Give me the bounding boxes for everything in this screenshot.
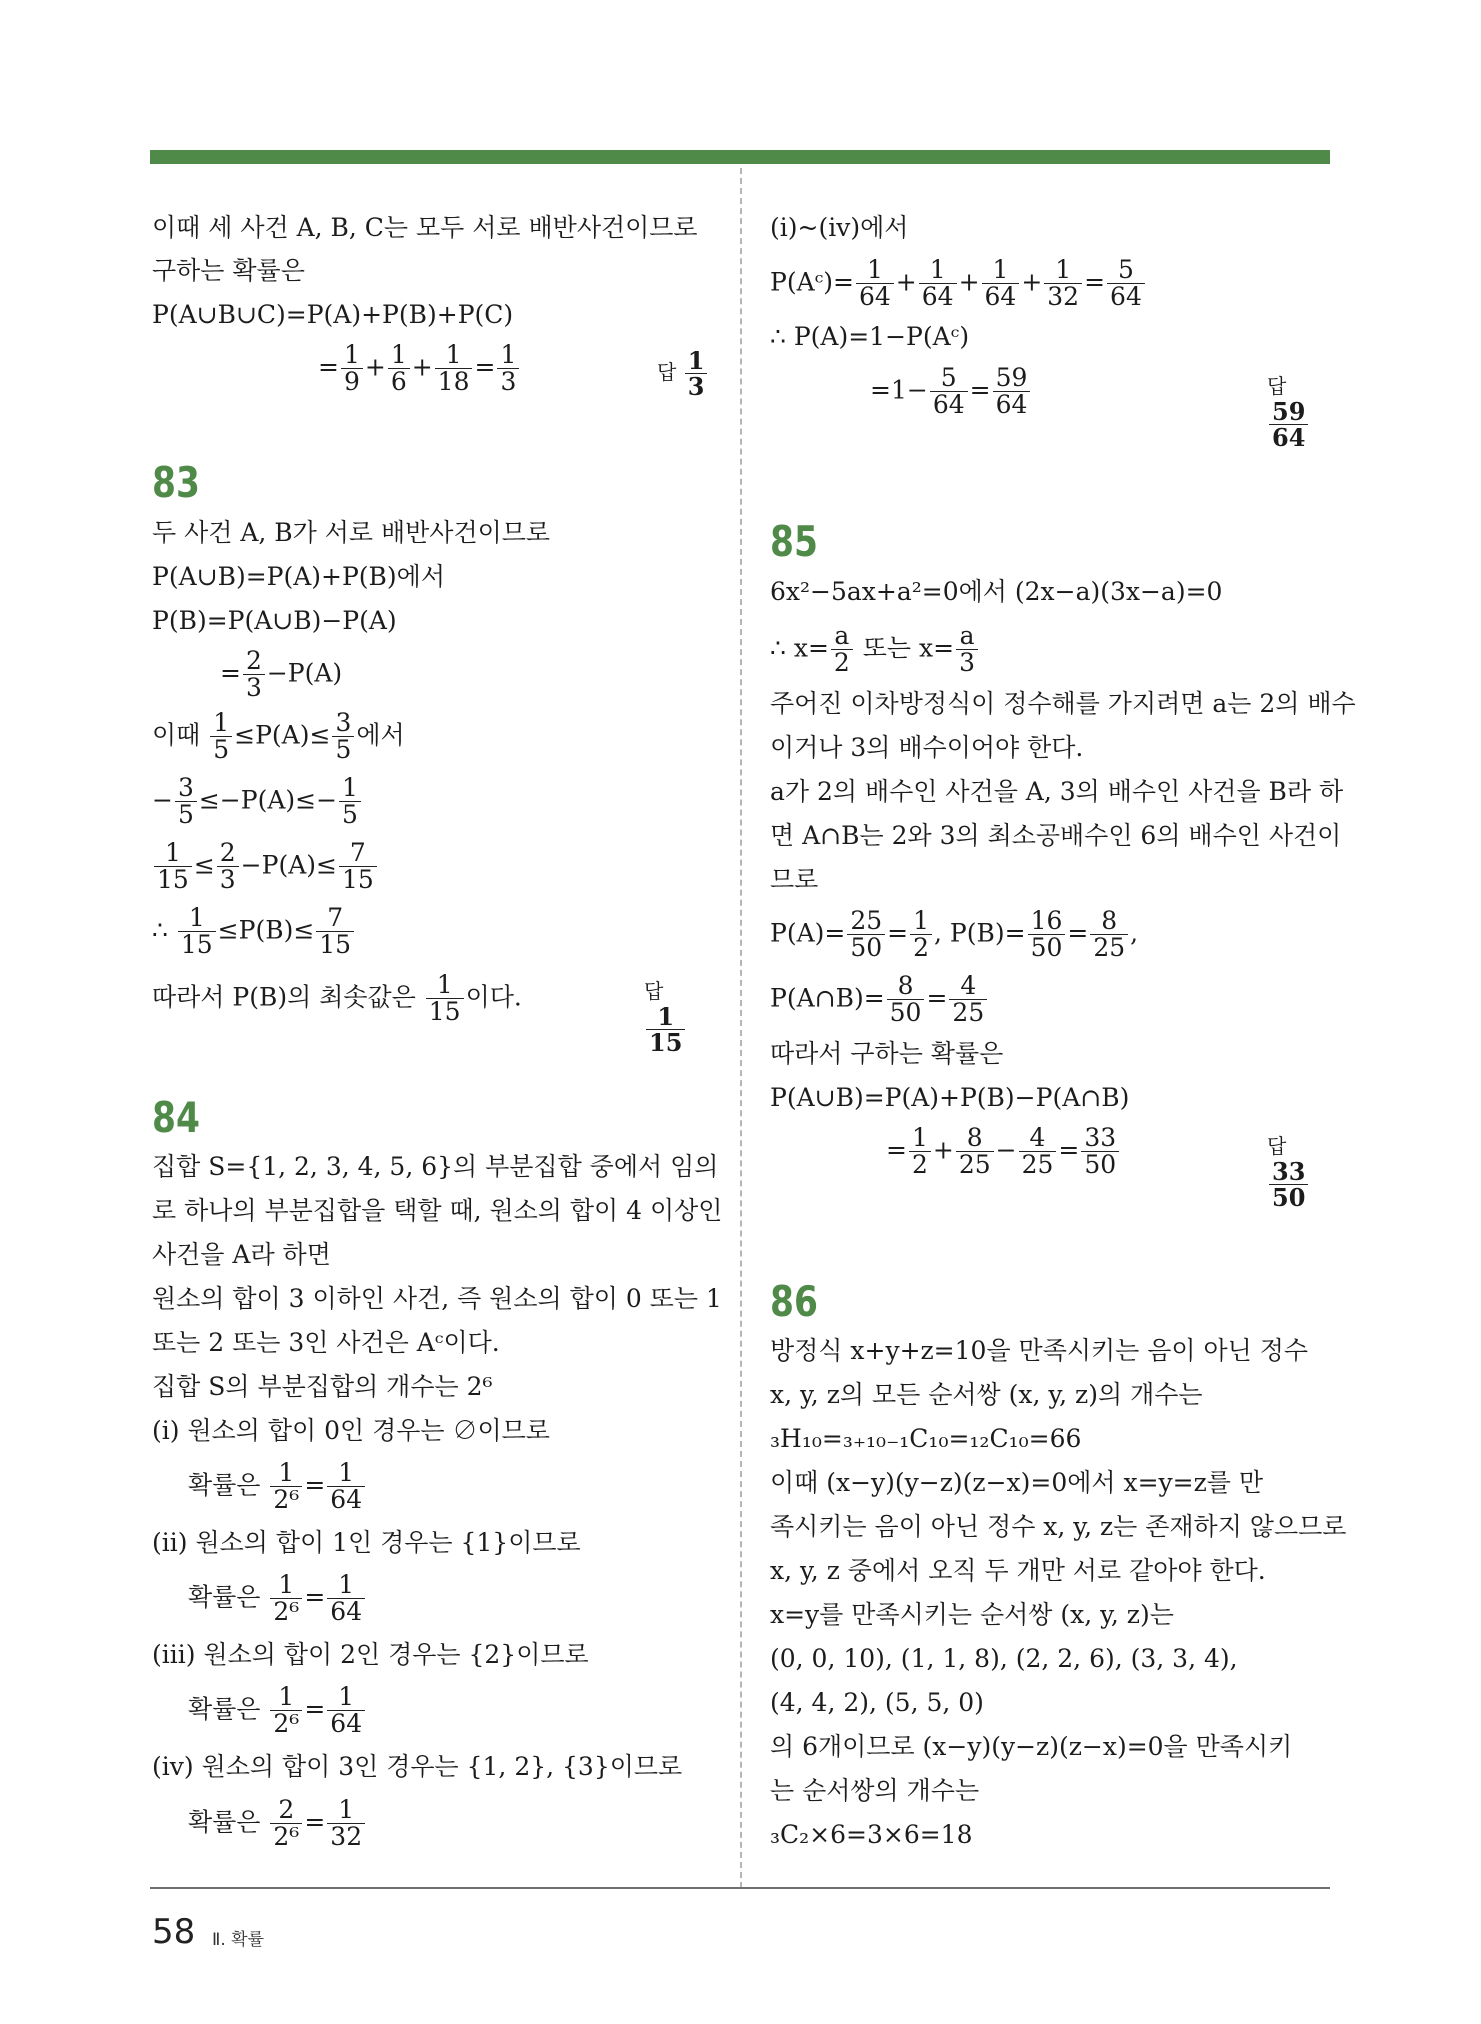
equation-line: 확률은 $\frac{2}{\text{2⁶}}$ = $\frac{1}{32}$: [188, 1797, 367, 1851]
text-line: 족시키는 음이 아닌 정수 x, y, z는 존재하지 않으므로: [770, 1512, 1347, 1541]
equation-line: P(A)= $\frac{25}{50}$ = $\frac{1}{2}$ , P(B)= $\frac{16}{50}$ = $\frac{8}{25}$ ,: [770, 906, 1139, 963]
text-line: 사건을 A라 하면: [152, 1240, 331, 1269]
equation-line: 확률은 $\frac{1}{\text{2⁶}}$ = $\frac{1}{64}$: [188, 1460, 367, 1514]
equation-line: = $\frac{1}{2}$ + $\frac{8}{25}$ − $\frac{4}{25}$ = $\frac{33}{50}$: [886, 1125, 1121, 1179]
text-line: 이때 (x−y)(y−z)(z−x)=0에서 x=y=z를 만: [770, 1468, 1264, 1497]
text-line: 이거나 3의 배수이어야 한다.: [770, 733, 1084, 762]
answer-box: 답 $\frac{1}{15}$: [644, 975, 712, 1055]
equation-line: $\frac{1}{15}$ ≤ $\frac{2}{3}$ −P(A)≤ $\frac{7}{15}$: [152, 840, 379, 894]
header-accent-bar: [150, 150, 1330, 164]
text-line: 집합 S의 부분집합의 개수는 2⁶: [152, 1372, 493, 1401]
text-line: 는 순서쌍의 개수는: [770, 1776, 980, 1805]
equation-line: 이때 $\frac{1}{5}$ ≤P(A)≤ $\frac{3}{5}$ 에서: [152, 708, 405, 765]
text-line: P(A∪B)=P(A)+P(B)−P(A∩B): [770, 1083, 1130, 1112]
fraction: $\frac{1}{9}$: [341, 342, 363, 396]
case-title: (ⅲ) 원소의 합이 2인 경우는 {2}이므로: [152, 1640, 589, 1669]
equation-line: P(A∩B)= $\frac{8}{50}$ = $\frac{4}{25}$: [770, 973, 989, 1027]
case-title: (ⅳ) 원소의 합이 3인 경우는 {1, 2}, {3}이므로: [152, 1752, 683, 1781]
equation-line: =1− $\frac{5}{64}$ = $\frac{59}{64}$: [870, 365, 1032, 419]
text-line: 면 A∩B는 2와 3의 최소공배수인 6의 배수인 사건이: [770, 821, 1342, 850]
text-line: 두 사건 A, B가 서로 배반사건이므로: [152, 518, 551, 547]
fraction: $\frac{1}{3}$: [497, 342, 519, 396]
text-line: P(A∪B∪C)=P(A)+P(B)+P(C): [152, 300, 514, 329]
equation-line: = $\frac{1}{9}$ + $\frac{1}{6}$ + $\frac{1}{18}$ = $\frac{1}{3}$: [318, 342, 521, 396]
equation-line: 확률은 $\frac{1}{\text{2⁶}}$ = $\frac{1}{64}$: [188, 1684, 367, 1738]
text-line: x=y를 만족시키는 순서쌍 (x, y, z)는: [770, 1600, 1174, 1629]
text-line: 또는 2 또는 3인 사건은 Aᶜ이다.: [152, 1328, 500, 1357]
text-line: 이때 세 사건 A, B, C는 모두 서로 배반사건이므로: [152, 213, 698, 242]
equation-line: P(Aᶜ)= $\frac{1}{64}$ + $\frac{1}{64}$ + $\frac{1}{64}$ + $\frac{1}{32}$ = $\frac{5}{64}$: [770, 257, 1147, 311]
equation-line: ∴ x= $\frac{a}{2}$ 또는 x= $\frac{a}{3}$: [770, 623, 980, 677]
text-line: a가 2의 배수인 사건을 A, 3의 배수인 사건을 B라 하: [770, 777, 1344, 806]
text-line: 6x²−5ax+a²=0에서 (2x−a)(3x−a)=0: [770, 577, 1223, 606]
answer-box: 답 $\frac{1}{3}$: [657, 348, 709, 399]
text-line: 로 하나의 부분집합을 택할 때, 원소의 합이 4 이상인: [152, 1196, 723, 1225]
text-line: P(A∪B)=P(A)+P(B)에서: [152, 562, 445, 591]
fraction: $\frac{1}{18}$: [435, 342, 473, 396]
answer-box: 답 $\frac{33}{50}$: [1267, 1130, 1330, 1210]
case-title: (ⅰ) 원소의 합이 0인 경우는 ∅이므로: [152, 1416, 550, 1445]
text-line: x, y, z 중에서 오직 두 개만 서로 같아야 한다.: [770, 1556, 1266, 1585]
text-line: x, y, z의 모든 순서쌍 (x, y, z)의 개수는: [770, 1380, 1203, 1409]
text-line: (ⅰ)~(ⅳ)에서: [770, 213, 909, 242]
equation-line: ∴ $\frac{1}{15}$ ≤P(B)≤ $\frac{7}{15}$: [152, 905, 356, 959]
text-line: 구하는 확률은: [152, 256, 305, 285]
equation-line: 따라서 P(B)의 최솟값은 $\frac{1}{15}$ 이다.: [152, 970, 522, 1027]
text-line: 의 6개이므로 (x−y)(y−z)(z−x)=0을 만족시키: [770, 1732, 1293, 1761]
column-divider: [740, 168, 742, 1888]
fraction: $\frac{1}{6}$: [388, 342, 410, 396]
text-line: 집합 S={1, 2, 3, 4, 5, 6}의 부분집합 중에서 임의: [152, 1152, 719, 1181]
answer-box: 답 $\frac{59}{64}$: [1267, 370, 1330, 450]
text-line: (0, 0, 10), (1, 1, 8), (2, 2, 6), (3, 3, 4),: [770, 1644, 1238, 1673]
equation-line: = $\frac{2}{3}$ −P(A): [220, 646, 343, 703]
footer-rule: [150, 1887, 1330, 1889]
equation-line: − $\frac{3}{5}$ ≤−P(A)≤− $\frac{1}{5}$: [152, 775, 363, 829]
text-line: 원소의 합이 3 이하인 사건, 즉 원소의 합이 0 또는 1: [152, 1284, 722, 1313]
problem-number: 86: [770, 1277, 818, 1326]
text-line: 주어진 이차방정식이 정수해를 가지려면 a는 2의 배수: [770, 689, 1356, 718]
text-line: (4, 4, 2), (5, 5, 0): [770, 1688, 984, 1717]
text-line: ₃H₁₀=₃₊₁₀₋₁C₁₀=₁₂C₁₀=66: [770, 1424, 1082, 1453]
section-label: Ⅱ. 확률: [212, 1930, 265, 1950]
problem-number: 85: [770, 517, 818, 566]
text-line: P(B)=P(A∪B)−P(A): [152, 606, 397, 635]
text-line: 방정식 x+y+z=10을 만족시키는 음이 아닌 정수: [770, 1336, 1309, 1365]
problem-number: 83: [152, 458, 200, 507]
case-title: (ⅱ) 원소의 합이 1인 경우는 {1}이므로: [152, 1528, 581, 1557]
equation-line: 확률은 $\frac{1}{\text{2⁶}}$ = $\frac{1}{64}$: [188, 1572, 367, 1626]
text-line: ₃C₂×6=3×6=18: [770, 1820, 973, 1849]
text-line: 따라서 구하는 확률은: [770, 1039, 1004, 1068]
page-number: 58: [152, 1912, 196, 1952]
text-line: ∴ P(A)=1−P(Aᶜ): [770, 322, 970, 351]
problem-number: 84: [152, 1093, 200, 1142]
text-line: 므로: [770, 865, 819, 894]
